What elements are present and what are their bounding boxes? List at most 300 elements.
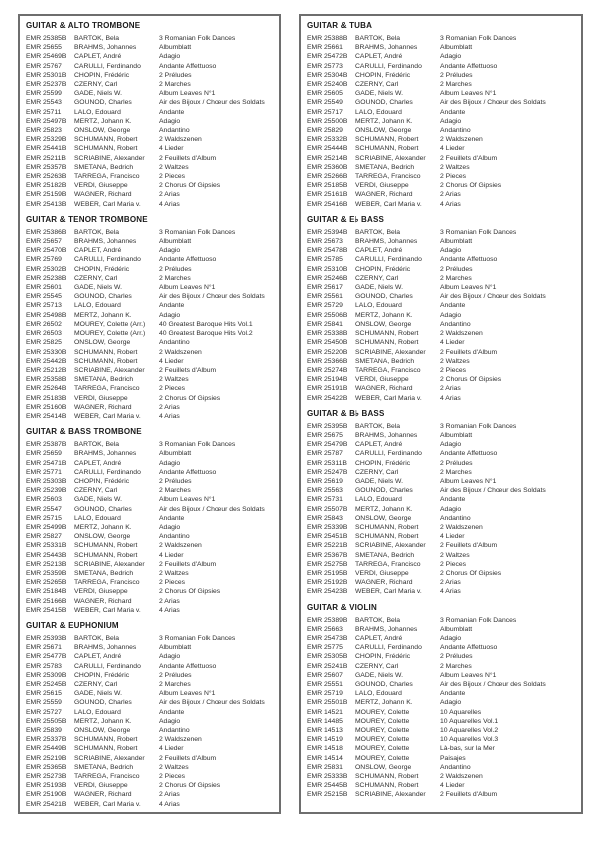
table-row bbox=[26, 495, 276, 504]
ref-cell: EMR 25245B bbox=[26, 681, 67, 688]
composer-cell: CHOPIN, Frédéric bbox=[74, 71, 130, 79]
title-cell: 2 Pieces bbox=[159, 385, 186, 393]
table-row bbox=[307, 735, 578, 744]
composer-cell: SCRIABINE, Alexander bbox=[355, 791, 426, 799]
composer-cell: GOUNOD, Charles bbox=[74, 699, 132, 707]
title-cell: 4 Arias bbox=[440, 394, 461, 402]
ref-cell: EMR 25771 bbox=[26, 468, 62, 476]
table-row bbox=[307, 634, 578, 643]
table-row bbox=[26, 366, 276, 375]
ref-cell: EMR 25414B bbox=[26, 412, 67, 420]
ref-cell: EMR 25442B bbox=[26, 357, 67, 365]
composer-cell: GADE, Niels W. bbox=[74, 90, 122, 98]
catalog-section bbox=[26, 215, 276, 421]
table-row bbox=[26, 357, 276, 366]
title-cell: Andante bbox=[159, 708, 185, 716]
title-cell: 2 Arias bbox=[159, 791, 180, 799]
title-cell: 3 Romanian Folk Dances bbox=[440, 422, 517, 430]
title-cell: 2 Waltzes bbox=[440, 163, 470, 171]
table-row bbox=[26, 163, 276, 172]
title-cell: Andante Affettuoso bbox=[440, 62, 498, 70]
title-cell: Albumblatt bbox=[159, 450, 192, 458]
ref-cell: EMR 25240B bbox=[307, 81, 348, 89]
ref-cell: EMR 25505B bbox=[26, 717, 67, 725]
composer-cell: CAPLET, André bbox=[74, 653, 122, 661]
title-cell: 3 Romanian Folk Dances bbox=[159, 35, 236, 42]
composer-cell: BARTOK, Bela bbox=[74, 441, 120, 449]
ref-cell: EMR 25266B bbox=[307, 173, 348, 181]
table-row bbox=[307, 301, 578, 310]
ref-cell: EMR 25729 bbox=[307, 302, 343, 310]
section-title: GUITAR & E♭ BASS bbox=[307, 214, 385, 224]
table-row bbox=[307, 228, 578, 237]
ref-cell: EMR 25304B bbox=[307, 71, 348, 79]
table-row bbox=[307, 744, 578, 753]
title-cell: 2 Marches bbox=[159, 274, 191, 282]
title-cell: 4 Lieder bbox=[159, 145, 184, 153]
title-cell: 4 Lieder bbox=[440, 145, 465, 153]
title-cell: Albumblatt bbox=[440, 625, 473, 633]
ref-cell: EMR 25549 bbox=[307, 99, 343, 107]
table-row bbox=[26, 255, 276, 264]
table-row bbox=[307, 698, 578, 707]
table-row bbox=[307, 772, 578, 781]
title-cell: Andante bbox=[159, 108, 185, 116]
table-row bbox=[307, 708, 578, 717]
table-row bbox=[307, 163, 578, 172]
composer-cell: MERTZ, Johann K. bbox=[74, 117, 132, 125]
ref-cell: EMR 25275B bbox=[307, 560, 348, 568]
composer-cell: ONSLOW, George bbox=[355, 127, 412, 135]
ref-cell: EMR 25310B bbox=[307, 265, 348, 273]
ref-cell: EMR 25501B bbox=[307, 699, 348, 707]
ref-cell: EMR 25161B bbox=[307, 191, 348, 199]
ref-cell: EMR 14521 bbox=[307, 708, 343, 716]
ref-cell: EMR 25829 bbox=[307, 127, 343, 135]
composer-cell: CHOPIN, Frédéric bbox=[355, 71, 411, 79]
composer-cell: VERDI, Giuseppe bbox=[74, 182, 128, 190]
table-row bbox=[26, 597, 276, 606]
ref-cell: EMR 25337B bbox=[26, 736, 67, 744]
composer-cell: GADE, Niels W. bbox=[355, 284, 403, 292]
composer-cell: MERTZ, Johann K. bbox=[355, 505, 413, 513]
ref-cell: EMR 25358B bbox=[26, 376, 67, 384]
ref-cell: EMR 25499B bbox=[26, 523, 67, 531]
composer-cell: CARULLI, Ferdinando bbox=[74, 468, 141, 476]
table-row bbox=[26, 523, 276, 532]
title-cell: Andante Affettuoso bbox=[159, 468, 217, 476]
title-cell: Adagio bbox=[159, 53, 181, 61]
title-cell: Albumblatt bbox=[440, 431, 473, 439]
composer-cell: MOUREY, Colette (Arr.) bbox=[74, 320, 146, 328]
table-row bbox=[26, 338, 276, 347]
table-row bbox=[307, 89, 578, 98]
title-cell: 2 Préludes bbox=[159, 71, 192, 79]
ref-cell: EMR 25194B bbox=[307, 376, 348, 384]
composer-cell: MERTZ, Johann K. bbox=[355, 699, 413, 707]
ref-cell: EMR 25717 bbox=[307, 108, 343, 116]
table-row bbox=[26, 265, 276, 274]
composer-cell: CZERNY, Carl bbox=[74, 681, 118, 688]
title-cell: 2 Feuillets d'Album bbox=[440, 791, 498, 799]
composer-cell: GADE, Niels W. bbox=[355, 477, 403, 485]
table-row bbox=[26, 80, 276, 89]
ref-cell: EMR 25160B bbox=[26, 403, 67, 411]
title-cell: 2 Waldszenen bbox=[159, 348, 202, 356]
composer-cell: BARTOK, Bela bbox=[355, 422, 401, 430]
table-row bbox=[26, 126, 276, 135]
table-row bbox=[307, 505, 578, 514]
title-cell: 4 Arias bbox=[159, 606, 180, 614]
ref-cell: EMR 25787 bbox=[307, 450, 343, 458]
ref-cell: EMR 25825 bbox=[26, 339, 62, 347]
composer-cell: WEBER, Carl Maria v. bbox=[355, 588, 422, 596]
title-cell: Adagio bbox=[440, 53, 462, 61]
ref-cell: EMR 14519 bbox=[307, 736, 343, 744]
title-cell: 2 Pieces bbox=[440, 560, 467, 568]
composer-cell: CZERNY, Carl bbox=[355, 81, 399, 89]
table-row bbox=[307, 338, 578, 347]
title-cell: Andantino bbox=[159, 339, 190, 347]
title-cell: 2 Arias bbox=[440, 579, 461, 587]
table-row bbox=[26, 634, 276, 643]
title-cell: 2 Waldszenen bbox=[159, 136, 202, 144]
table-row bbox=[26, 348, 276, 357]
catalog-section bbox=[26, 21, 276, 209]
table-row bbox=[307, 357, 578, 366]
ref-cell: EMR 25309B bbox=[26, 671, 67, 679]
table-row bbox=[307, 375, 578, 384]
title-cell: 4 Lieder bbox=[440, 339, 465, 347]
table-row bbox=[26, 283, 276, 292]
ref-cell: EMR 25655 bbox=[26, 44, 62, 52]
title-cell: 2 Feuillets d'Album bbox=[440, 154, 498, 162]
title-cell: 2 Feuillets d'Album bbox=[440, 348, 498, 356]
title-cell: Adagio bbox=[159, 311, 181, 319]
composer-cell: SMETANA, Bedrich bbox=[355, 357, 415, 365]
section-title: GUITAR & BASS TROMBONE bbox=[26, 427, 142, 437]
table-row bbox=[26, 754, 276, 763]
title-cell: 2 Préludes bbox=[440, 459, 473, 467]
title-cell: 2 Chorus Of Gipsies bbox=[440, 569, 502, 577]
table-row bbox=[26, 652, 276, 661]
table-row bbox=[26, 449, 276, 458]
ref-cell: EMR 25563 bbox=[307, 487, 343, 495]
ref-cell: EMR 26502 bbox=[26, 320, 62, 328]
table-row bbox=[26, 394, 276, 403]
composer-cell: BARTOK, Bela bbox=[74, 634, 120, 642]
composer-cell: WEBER, Carl Maria v. bbox=[74, 412, 141, 420]
composer-cell: ONSLOW, George bbox=[74, 533, 131, 541]
title-cell: 2 Waldszenen bbox=[440, 136, 483, 144]
ref-cell: EMR 25213B bbox=[26, 560, 67, 568]
ref-cell: EMR 25843 bbox=[307, 514, 343, 522]
table-row bbox=[307, 126, 578, 135]
title-cell: Andante Affettuoso bbox=[440, 256, 498, 264]
ref-cell: EMR 25246B bbox=[307, 274, 348, 282]
composer-cell: CAPLET, André bbox=[355, 53, 403, 61]
composer-cell: GADE, Niels W. bbox=[74, 690, 122, 698]
composer-cell: MERTZ, Johann K. bbox=[355, 311, 413, 319]
table-row bbox=[26, 43, 276, 52]
table-row bbox=[26, 781, 276, 790]
composer-cell: CARULLI, Ferdinando bbox=[355, 450, 422, 458]
composer-cell: SCHUMANN, Robert bbox=[355, 782, 419, 790]
title-cell: Air des Bijoux / Chœur des Soldats bbox=[440, 681, 546, 688]
composer-cell: CAPLET, André bbox=[74, 459, 122, 467]
ref-cell: EMR 25561 bbox=[307, 293, 343, 301]
ref-cell: EMR 25190B bbox=[26, 791, 67, 799]
ref-cell: EMR 14513 bbox=[307, 727, 343, 735]
table-row bbox=[307, 449, 578, 458]
title-cell: 2 Préludes bbox=[159, 671, 192, 679]
title-cell: 2 Préludes bbox=[440, 653, 473, 661]
table-row bbox=[307, 652, 578, 661]
table-row bbox=[26, 108, 276, 117]
title-cell: 2 Préludes bbox=[159, 265, 192, 273]
table-row bbox=[26, 790, 276, 799]
ref-cell: EMR 25303B bbox=[26, 477, 67, 485]
ref-cell: EMR 25470B bbox=[26, 247, 67, 255]
table-row bbox=[26, 726, 276, 735]
composer-cell: WAGNER, Richard bbox=[355, 191, 413, 199]
table-row bbox=[26, 52, 276, 61]
composer-cell: SCHUMANN, Robert bbox=[355, 523, 419, 531]
title-cell: 2 Pieces bbox=[159, 773, 186, 781]
ref-cell: EMR 25615 bbox=[26, 690, 62, 698]
composer-cell: CZERNY, Carl bbox=[355, 468, 399, 476]
ref-cell: EMR 25395B bbox=[307, 422, 348, 430]
title-cell: 2 Waldszenen bbox=[440, 523, 483, 531]
title-cell: 3 Romanian Folk Dances bbox=[159, 634, 236, 642]
table-row bbox=[307, 135, 578, 144]
composer-cell: CAPLET, André bbox=[355, 247, 403, 255]
ref-cell: EMR 25785 bbox=[307, 256, 343, 264]
table-row bbox=[307, 616, 578, 625]
table-row bbox=[307, 495, 578, 504]
title-cell: Adagio bbox=[440, 247, 462, 255]
ref-cell: EMR 25221B bbox=[307, 542, 348, 550]
ref-cell: EMR 25416B bbox=[307, 200, 348, 208]
table-row bbox=[307, 108, 578, 117]
composer-cell: CAPLET, André bbox=[74, 247, 122, 255]
table-row bbox=[307, 246, 578, 255]
title-cell: Album Leaves N°1 bbox=[159, 284, 216, 292]
title-cell: 2 Feuillets d'Album bbox=[159, 560, 217, 568]
title-cell: Andante Affettuoso bbox=[159, 256, 217, 264]
ref-cell: EMR 25663 bbox=[307, 625, 343, 633]
section-title: GUITAR & EUPHONIUM bbox=[26, 620, 119, 630]
title-cell: Andante bbox=[159, 514, 185, 522]
ref-cell: EMR 25469B bbox=[26, 53, 67, 61]
table-row bbox=[307, 523, 578, 532]
composer-cell: MERTZ, Johann K. bbox=[74, 717, 132, 725]
table-row bbox=[26, 772, 276, 781]
title-cell: Albumblatt bbox=[440, 44, 473, 52]
composer-cell: MOUREY, Colette bbox=[355, 754, 410, 762]
table-row bbox=[307, 680, 578, 689]
composer-cell: SCHUMANN, Robert bbox=[355, 145, 419, 153]
table-row bbox=[26, 62, 276, 71]
title-cell: Adagio bbox=[159, 523, 181, 531]
composer-cell: GADE, Niels W. bbox=[355, 671, 403, 679]
title-cell: Album Leaves N°1 bbox=[440, 477, 497, 485]
table-row bbox=[26, 274, 276, 283]
ref-cell: EMR 25311B bbox=[307, 459, 347, 467]
table-row bbox=[307, 265, 578, 274]
catalog-section bbox=[307, 409, 578, 597]
ref-cell: EMR 25264B bbox=[26, 385, 67, 393]
title-cell: Andante bbox=[440, 302, 466, 310]
ref-cell: EMR 25500B bbox=[307, 117, 348, 125]
composer-cell: GOUNOD, Charles bbox=[74, 293, 132, 301]
ref-cell: EMR 25215B bbox=[307, 791, 348, 799]
title-cell: 2 Préludes bbox=[159, 477, 192, 485]
table-row bbox=[26, 735, 276, 744]
ref-cell: EMR 25413B bbox=[26, 200, 67, 208]
ref-cell: EMR 25331B bbox=[26, 542, 67, 550]
composer-cell: WAGNER, Richard bbox=[74, 791, 132, 799]
ref-cell: EMR 25263B bbox=[26, 173, 67, 181]
composer-cell: BRAHMS, Johannes bbox=[355, 238, 418, 246]
table-row bbox=[26, 154, 276, 163]
composer-cell: CAPLET, André bbox=[74, 53, 122, 61]
title-cell: 4 Lieder bbox=[159, 745, 184, 753]
table-row bbox=[307, 662, 578, 671]
ref-cell: EMR 25330B bbox=[26, 348, 67, 356]
ref-cell: EMR 25472B bbox=[307, 53, 348, 61]
title-cell: Adagio bbox=[159, 459, 181, 467]
title-cell: Albumblatt bbox=[440, 238, 473, 246]
composer-cell: TARREGA, Francisco bbox=[355, 560, 421, 568]
table-row bbox=[26, 744, 276, 753]
section-title: GUITAR & B♭ BASS bbox=[307, 408, 385, 418]
section-title: GUITAR & VIOLIN bbox=[307, 602, 377, 612]
ref-cell: EMR 25473B bbox=[307, 634, 348, 642]
table-row bbox=[307, 366, 578, 375]
ref-cell: EMR 25385B bbox=[26, 35, 67, 42]
table-row bbox=[26, 172, 276, 181]
ref-cell: EMR 25543 bbox=[26, 99, 62, 107]
ref-cell: EMR 25823 bbox=[26, 127, 62, 135]
ref-cell: EMR 25332B bbox=[307, 136, 348, 144]
composer-cell: SMETANA, Bedrich bbox=[355, 163, 415, 171]
ref-cell: EMR 25386B bbox=[26, 228, 67, 236]
composer-cell: BRAHMS, Johannes bbox=[74, 450, 137, 458]
ref-cell: EMR 25547 bbox=[26, 505, 62, 513]
composer-cell: ONSLOW, George bbox=[74, 727, 131, 735]
table-row bbox=[307, 274, 578, 283]
ref-cell: EMR 25841 bbox=[307, 320, 343, 328]
table-row bbox=[307, 255, 578, 264]
table-row bbox=[307, 43, 578, 52]
title-cell: 2 Arias bbox=[159, 191, 180, 199]
table-row bbox=[307, 551, 578, 560]
composer-cell: LALO, Edouard bbox=[355, 108, 402, 116]
composer-cell: BARTOK, Bela bbox=[74, 228, 120, 236]
ref-cell: EMR 25445B bbox=[307, 782, 348, 790]
ref-cell: EMR 25607 bbox=[307, 671, 343, 679]
ref-cell: EMR 25731 bbox=[307, 496, 343, 504]
table-row bbox=[26, 403, 276, 412]
composer-cell: WAGNER, Richard bbox=[355, 579, 413, 587]
composer-cell: TARREGA, Francisco bbox=[74, 579, 140, 587]
title-cell: Andantino bbox=[440, 127, 471, 135]
composer-cell: CARULLI, Ferdinando bbox=[355, 256, 422, 264]
table-row bbox=[26, 468, 276, 477]
ref-cell: EMR 25365B bbox=[26, 763, 67, 771]
table-row bbox=[307, 34, 578, 43]
title-cell: Andante bbox=[159, 302, 185, 310]
table-row bbox=[307, 459, 578, 468]
composer-cell: LALO, Edouard bbox=[355, 690, 402, 698]
title-cell: Adagio bbox=[440, 311, 462, 319]
ref-cell: EMR 25831 bbox=[307, 763, 343, 771]
title-cell: 2 Préludes bbox=[440, 71, 473, 79]
title-cell: 3 Romanian Folk Dances bbox=[159, 441, 236, 449]
table-row bbox=[26, 292, 276, 301]
ref-cell: EMR 25444B bbox=[307, 145, 348, 153]
composer-cell: SCRIABINE, Alexander bbox=[355, 542, 426, 550]
ref-cell: EMR 25673 bbox=[307, 238, 343, 246]
composer-cell: MOUREY, Colette bbox=[355, 708, 410, 716]
ref-cell: EMR 25191B bbox=[307, 385, 348, 393]
title-cell: 2 Pieces bbox=[440, 366, 467, 374]
title-cell: 2 Feuillets d'Album bbox=[440, 542, 498, 550]
ref-cell: EMR 25603 bbox=[26, 496, 62, 504]
table-row bbox=[307, 625, 578, 634]
title-cell: Paisajes bbox=[440, 754, 466, 762]
title-cell: 2 Chorus Of Gipsies bbox=[440, 182, 502, 190]
table-row bbox=[26, 190, 276, 199]
table-row bbox=[307, 440, 578, 449]
composer-cell: TARREGA, Francisco bbox=[355, 366, 421, 374]
title-cell: 3 Romanian Folk Dances bbox=[440, 616, 517, 624]
composer-cell: BARTOK, Bela bbox=[355, 228, 401, 236]
title-cell: 2 Waltzes bbox=[159, 163, 189, 171]
composer-cell: ONSLOW, George bbox=[355, 514, 412, 522]
title-cell: Adagio bbox=[440, 634, 462, 642]
table-row bbox=[26, 311, 276, 320]
composer-cell: MOUREY, Colette bbox=[355, 727, 410, 735]
title-cell: 3 Romanian Folk Dances bbox=[440, 228, 517, 236]
ref-cell: EMR 25359B bbox=[26, 569, 67, 577]
composer-cell: GOUNOD, Charles bbox=[74, 505, 132, 513]
table-row bbox=[26, 514, 276, 523]
table-row bbox=[307, 394, 578, 403]
composer-cell: CHOPIN, Frédéric bbox=[74, 477, 130, 485]
table-row bbox=[307, 560, 578, 569]
ref-cell: EMR 25617 bbox=[307, 284, 343, 292]
ref-cell: EMR 25605 bbox=[307, 90, 343, 98]
table-row bbox=[307, 98, 578, 107]
ref-cell: EMR 25545 bbox=[26, 293, 62, 301]
ref-cell: EMR 25211B bbox=[26, 154, 66, 162]
composer-cell: SMETANA, Bedrich bbox=[355, 551, 415, 559]
title-cell: 4 Lieder bbox=[440, 782, 465, 790]
title-cell: Air des Bijoux / Chœur des Soldats bbox=[159, 99, 265, 107]
ref-cell: EMR 25599 bbox=[26, 90, 62, 98]
title-cell: 2 Chorus Of Gipsies bbox=[159, 182, 221, 190]
composer-cell: WAGNER, Richard bbox=[74, 597, 132, 605]
ref-cell: EMR 25305B bbox=[307, 653, 348, 661]
table-row bbox=[307, 190, 578, 199]
title-cell: Adagio bbox=[159, 117, 181, 125]
table-row bbox=[307, 422, 578, 431]
ref-cell: EMR 25839 bbox=[26, 727, 62, 735]
ref-cell: EMR 25711 bbox=[26, 108, 62, 116]
table-row bbox=[307, 781, 578, 790]
